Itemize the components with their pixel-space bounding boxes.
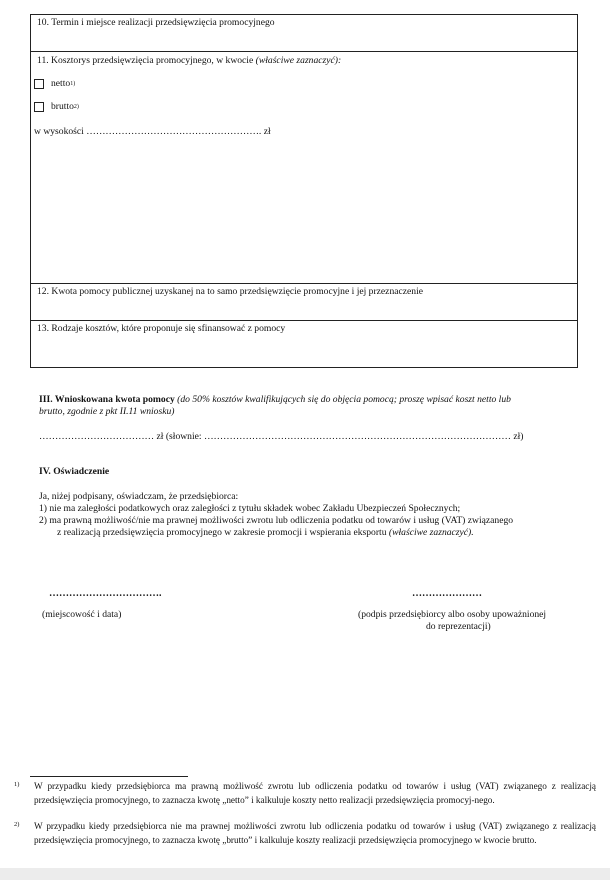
option-gross[interactable] (34, 101, 79, 112)
gross-label: brutto (51, 101, 74, 112)
option-net[interactable] (34, 78, 75, 89)
footnote-2-number: 2) (14, 821, 20, 828)
declaration-item-2-text: z realizacją przedsięwzięcia promocyjnego w zakresie promocji i wspierania eksportu (57, 527, 389, 538)
declaration-item-2: 2) ma prawną możliwość/nie ma prawnej możliwości zwrotu lub odliczenia podatku od towarów i usług (VAT) związanego (39, 515, 514, 526)
footnote-1-text: W przypadku kiedy przedsiębiorca ma prawną możliwość zwrotu lub odliczenia podatku od towarów i usług (VAT) związanego z realizacją przedsięwzięcia promocyjnego, to zaznacza kwotę „netto” i kalkuluje koszty netto realizacji przedsięwzięcia promocyj-nego. (34, 781, 596, 805)
gross-checkbox[interactable] (34, 102, 44, 112)
footnote-separator (30, 776, 188, 777)
signature-label-cont: do reprezentacji) (426, 621, 491, 632)
row-divider (31, 51, 577, 52)
row10-label: 10. Termin i miejsce realizacji przedsięwzięcia promocyjnego (37, 17, 275, 28)
declaration-item-2-cont (57, 527, 474, 538)
row11-italic-note: (właściwe zaznaczyć): (255, 55, 342, 66)
requested-amount-line[interactable]: ……………………………… zł (słownie: …………………………………………………………………………………… zł) (39, 431, 524, 442)
place-date-label: (miejscowość i data) (42, 609, 122, 620)
net-checkbox[interactable] (34, 79, 44, 89)
gross-footnote-ref: 2) (73, 103, 79, 110)
form-table (30, 14, 578, 368)
row13-label: 13. Rodzaje kosztów, które proponuje się sfinansować z pomocy (37, 323, 286, 334)
footnote-1-number: 1) (14, 781, 20, 788)
declaration-item-1: 1) nie ma zaległości podatkowych oraz zaległości z tytułu składek wobec Zakładu Ubezpieczeń Społecznych; (39, 503, 461, 514)
footnote-2-text: W przypadku kiedy przedsiębiorca nie ma prawnej możliwości zwrotu lub odliczenia podatku od towarów i usług (VAT) związanego z realizacją przedsięwzięcia promocyjnego, to zaznacza kwotę „brutto” i kalkuluje koszty realizacji przedsięwzięcia promocyjnego w kwocie brutto. (34, 821, 596, 845)
footnote-2 (14, 820, 596, 847)
section3-note-cont: brutto, zgodnie z pkt II.11 wniosku) (39, 406, 175, 417)
page-bottom-margin (0, 868, 610, 880)
declaration-item-2-note: (właściwe zaznaczyć). (388, 527, 474, 538)
row11-text: 11. Kosztorys przedsięwzięcia promocyjnego, w kwocie (37, 55, 256, 66)
section3-note: (do 50% kosztów kwalifikujących się do objęcia pomocą; proszę wpisać koszt netto lub (174, 394, 511, 405)
signature-field[interactable]: ………………… (412, 588, 482, 599)
net-footnote-ref: 1) (70, 80, 76, 87)
place-date-field[interactable]: ……………………………. (49, 588, 162, 599)
signature-label: (podpis przedsiębiorcy albo osoby upoważnionej (358, 609, 547, 620)
row-divider (31, 320, 577, 321)
row11-label (37, 55, 341, 66)
row12-label: 12. Kwota pomocy publicznej uzyskanej na to samo przedsięwzięcie promocyjne i jej przeznaczenie (37, 286, 423, 297)
row-divider (31, 283, 577, 284)
section3-heading: III. Wnioskowana kwota pomocy (39, 394, 175, 405)
section3-heading-line (39, 394, 511, 405)
amount-field-line[interactable]: w wysokości ………………………………………………. zł (34, 126, 271, 137)
footnote-1 (14, 780, 596, 807)
net-label: netto (51, 78, 71, 89)
declaration-intro: Ja, niżej podpisany, oświadczam, że przedsiębiorca: (39, 491, 239, 502)
section4-heading: IV. Oświadczenie (39, 466, 110, 477)
